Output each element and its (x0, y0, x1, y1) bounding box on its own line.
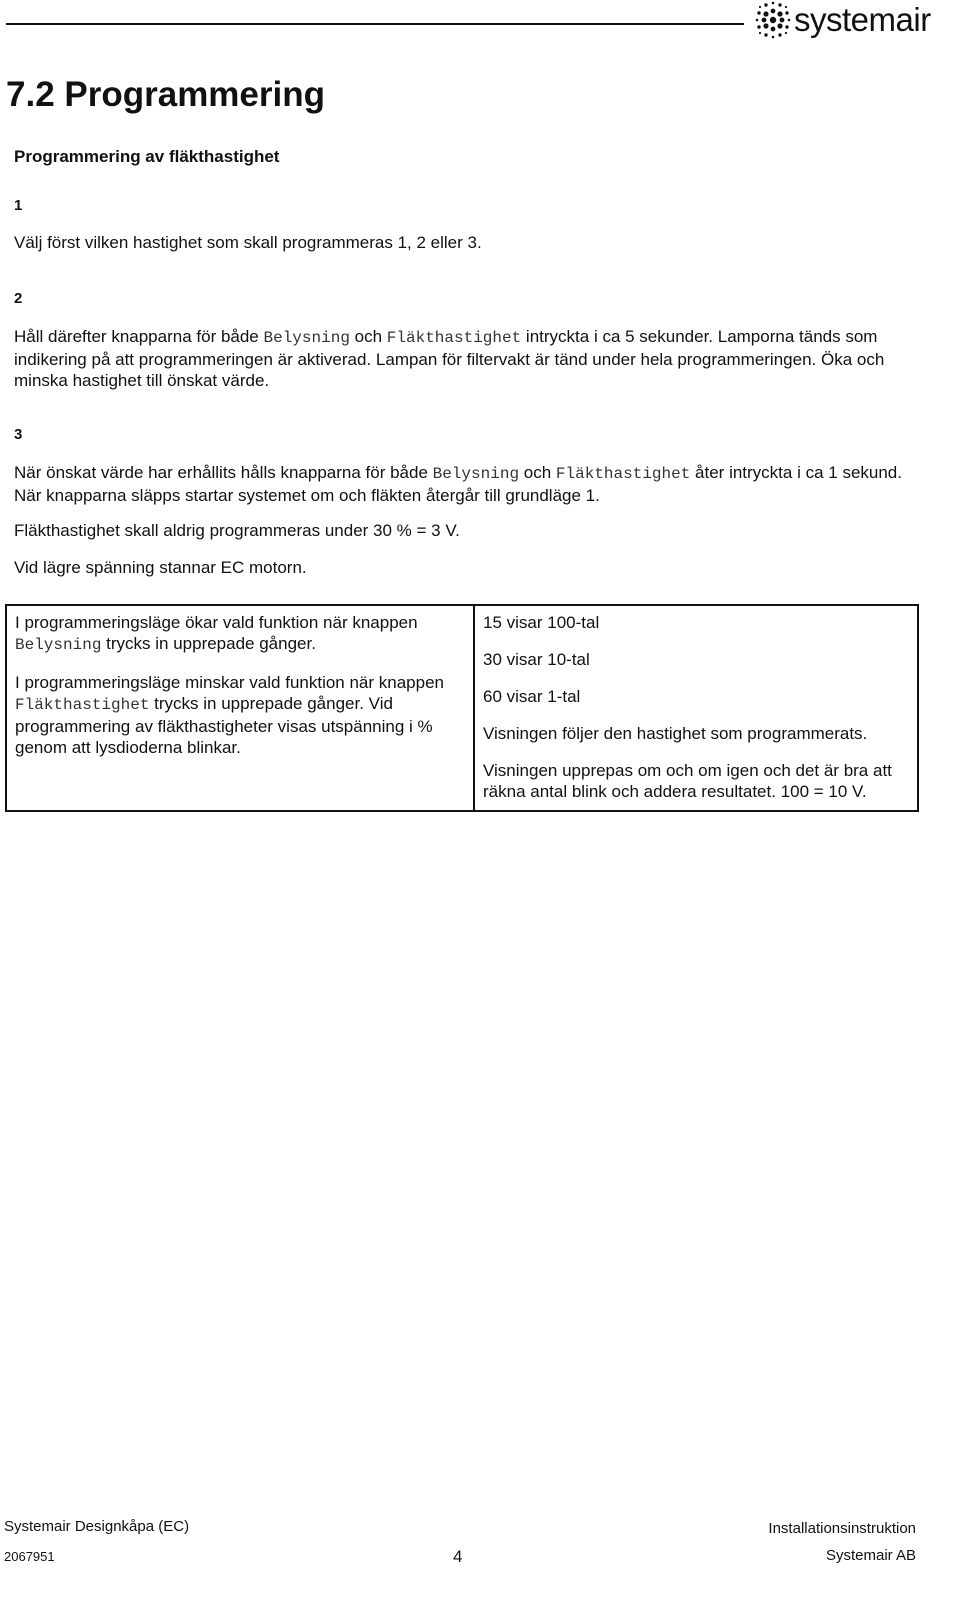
blink-legend-1: 60 visar 1-tal (483, 687, 581, 706)
brand-name: systemair (794, 1, 931, 38)
table-right-cell (474, 605, 918, 811)
footer-company: Systemair AB (825, 1547, 916, 1564)
step-2-text: Håll därefter knapparna för både Belysning och Fläkthastighet intryckta i ca 5 sekunder. Lamporna tänds som indikering på att programmeringen är aktiverad. Lampan för filtervakt är tänd under hela programmeringen. Öka och minska hastighet till önskat värde. (14, 327, 885, 390)
footer-doc-number: 2067951 (4, 1549, 55, 1564)
blink-legend-10: 30 visar 10-tal (483, 650, 590, 669)
footer-page-number: 4 (453, 1547, 463, 1566)
note-min-speed: Fläkthastighet skall aldrig programmeras under 30 % = 3 V. (14, 521, 460, 540)
programming-info-table (5, 604, 919, 812)
header-rule (6, 23, 744, 25)
footer-doc-type: Installationsinstruktion (768, 1520, 916, 1537)
decrease-instruction: I programmeringsläge minskar vald funktion när knappen Fläkthastighet trycks in upprepade gånger. Vid programmering av fläkthastigheter visas utspänning i % genom att lysdioderna blinkar. (15, 673, 445, 757)
footer-product: Systemair Designkåpa (EC) (4, 1518, 190, 1535)
brand-logo (754, 0, 944, 40)
step-3-text: När önskat värde har erhållits hålls knapparna för både Belysning och Fläkthastighet åter intryckta i ca 1 sekund. När knapparna släpps startar systemet om och fläkten återgår till grundläge 1. (14, 463, 902, 505)
section-subtitle: Programmering av fläkthastighet (14, 147, 280, 166)
table-left-cell (6, 605, 474, 811)
flakthastighet-button-ref: Fläkthastighet (386, 329, 522, 347)
flakthastighet-button-ref: Fläkthastighet (555, 465, 691, 483)
display-follows-note: Visningen följer den hastighet som programmerats. (483, 724, 868, 743)
display-repeat-note: Visningen upprepas om och om igen och det är bra att räkna antal blink och addera resultatet. 100 = 10 V. (483, 761, 892, 801)
step-1-text: Välj först vilken hastighet som skall programmeras 1, 2 eller 3. (14, 233, 482, 252)
section-title: 7.2 Programmering (6, 75, 325, 114)
increase-instruction: I programmeringsläge ökar vald funktion när knappen Belysning trycks in upprepade gånger. (15, 613, 418, 654)
step-2-number: 2 (14, 290, 23, 307)
step-1-number: 1 (14, 197, 23, 214)
belysning-button-ref: Belysning (432, 465, 520, 483)
step-3-number: 3 (14, 426, 23, 443)
note-low-voltage: Vid lägre spänning stannar EC motorn. (14, 558, 307, 577)
blink-legend-100: 15 visar 100-tal (483, 613, 600, 632)
belysning-button-ref: Belysning (263, 329, 350, 347)
systemair-dot-logo-icon (754, 1, 792, 39)
